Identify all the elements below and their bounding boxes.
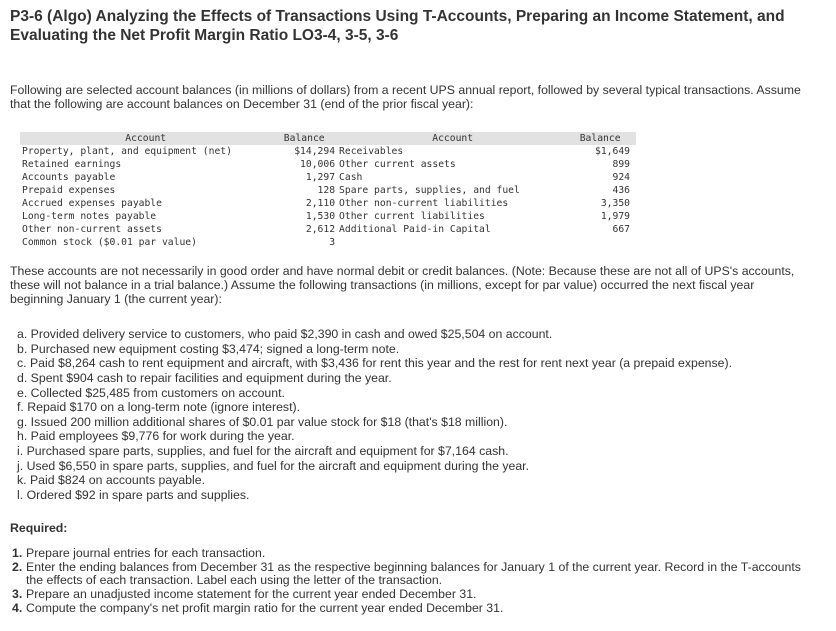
required-text: Prepare an unadjusted income statement for the current year ended December 31. <box>26 587 477 602</box>
required-heading: Required: <box>10 521 68 535</box>
required-text: Compute the company's net profit margin ratio for the current year ended December 31. <box>26 601 504 616</box>
account-balance: 3 <box>329 237 336 248</box>
page-title: P3-6 (Algo) Analyzing the Effects of Transactions Using T-Accounts, Preparing an Income Statement, and Evaluating the Net Profit Margin Ratio LO3-4, 3-5, 3-6 <box>10 8 785 44</box>
table-header-row <box>20 132 636 145</box>
account-balance: 1,530 <box>305 211 336 222</box>
account-name: Prepaid expenses <box>22 185 116 196</box>
account-balance: 2,612 <box>305 224 336 235</box>
transaction-item: k. Paid $824 on accounts payable. <box>17 473 206 488</box>
transactions-list <box>17 327 827 503</box>
transaction-item: a. Provided delivery service to customers, who paid $2,390 in cash and owed $25,504 on account. <box>17 327 553 341</box>
required-item <box>12 547 812 561</box>
required-text: Prepare journal entries for each transaction. <box>26 546 266 560</box>
account-name: Other non-current assets <box>22 224 162 235</box>
account-balance: 667 <box>612 224 630 235</box>
account-balance: 924 <box>612 172 630 183</box>
column-header-account: Account <box>337 132 568 145</box>
required-number: 2. <box>12 559 23 574</box>
table-row <box>20 197 636 210</box>
account-name: Accounts payable <box>22 172 116 183</box>
account-name: Receivables <box>339 146 404 157</box>
transaction-item: h. Paid employees $9,776 for work during the year. <box>17 429 295 444</box>
table-row <box>20 210 636 223</box>
required-text: Enter the ending balances from December 31 as the respective beginning balances for January 1 of the current year. Record in the T-accounts the effects of each transaction. Label each using the letter of the transaction. <box>26 559 801 588</box>
account-balance: 3,350 <box>600 198 630 209</box>
required-item <box>12 588 812 602</box>
account-balance: $14,294 <box>294 146 336 157</box>
table-row <box>20 171 636 184</box>
account-balance: 128 <box>317 185 336 196</box>
transaction-item: b. Purchased new equipment costing $3,474; signed a long-term note. <box>17 341 400 356</box>
account-balance: 1,297 <box>305 172 336 183</box>
account-name: Spare parts, supplies, and fuel <box>339 185 520 196</box>
required-list <box>12 547 812 616</box>
required-number: 3. <box>12 587 23 602</box>
account-name: Other current liabilities <box>339 211 485 222</box>
account-name: Retained earnings <box>22 159 122 170</box>
account-name: Cash <box>339 172 363 183</box>
account-name: Other current assets <box>339 159 456 170</box>
account-balance: 436 <box>612 185 630 196</box>
table-row <box>20 223 636 236</box>
table-row <box>20 184 636 197</box>
transaction-item: g. Issued 200 million additional shares of $0.01 par value stock for $18 (that's $18 million). <box>17 414 508 429</box>
account-name <box>337 236 568 249</box>
column-header-account: Account <box>20 132 271 145</box>
account-name: Other non-current liabilities <box>339 198 509 209</box>
transaction-item: j. Used $6,550 in spare parts, supplies, and fuel for the aircraft and equipment during the year. <box>17 458 529 473</box>
account-balance: 2,110 <box>305 198 336 209</box>
account-balance: 1,979 <box>600 211 630 222</box>
transaction-item: e. Collected $25,485 from customers on account. <box>17 385 285 400</box>
account-balance: $1,649 <box>595 146 630 157</box>
required-number: 1. <box>12 546 23 560</box>
account-name: Property, plant, and equipment (net) <box>22 146 232 157</box>
table-row <box>20 236 636 249</box>
account-name: Accrued expenses payable <box>22 198 162 209</box>
account-balance: 10,006 <box>300 159 336 170</box>
account-name: Long-term notes payable <box>22 211 157 222</box>
account-name: Additional Paid-in Capital <box>339 224 491 235</box>
transaction-item: f. Repaid $170 on a long-term note (ignore interest). <box>17 400 300 415</box>
account-balances-table <box>20 132 636 249</box>
table-row <box>20 145 636 158</box>
table-row <box>20 158 636 171</box>
account-balance <box>568 236 636 249</box>
column-header-balance: Balance <box>568 132 636 145</box>
transaction-item: l. Ordered $92 in spare parts and supplies. <box>17 488 250 503</box>
transaction-item: i. Purchased spare parts, supplies, and fuel for the aircraft and equipment for $7,164 cash. <box>17 444 509 459</box>
required-item <box>12 561 812 588</box>
transaction-item: d. Spent $904 cash to repair facilities and equipment during the year. <box>17 370 392 385</box>
account-name: Common stock ($0.01 par value) <box>22 237 197 248</box>
intro-paragraph: Following are selected account balances (in millions of dollars) from a recent UPS annual report, followed by several typical transactions. Assume that the following are account balances on December 31 (end of the prior fiscal year): <box>10 83 801 111</box>
account-balance: 899 <box>612 159 630 170</box>
required-number: 4. <box>12 601 23 616</box>
column-header-balance: Balance <box>271 132 337 145</box>
required-item <box>12 602 812 616</box>
note-paragraph: These accounts are not necessarily in good order and have normal debit or credit balances. (Note: Because these are not all of UPS's accounts, these will not balance in a trial balance.) Assume the following transactions (in millions, except for par value) occurred the next fiscal year beginning January 1 (the current year): <box>10 264 795 306</box>
transaction-item: c. Paid $8,264 cash to rent equipment and aircraft, with $3,436 for rent this year and the rest for rent next year (a prepaid expense). <box>17 356 732 371</box>
